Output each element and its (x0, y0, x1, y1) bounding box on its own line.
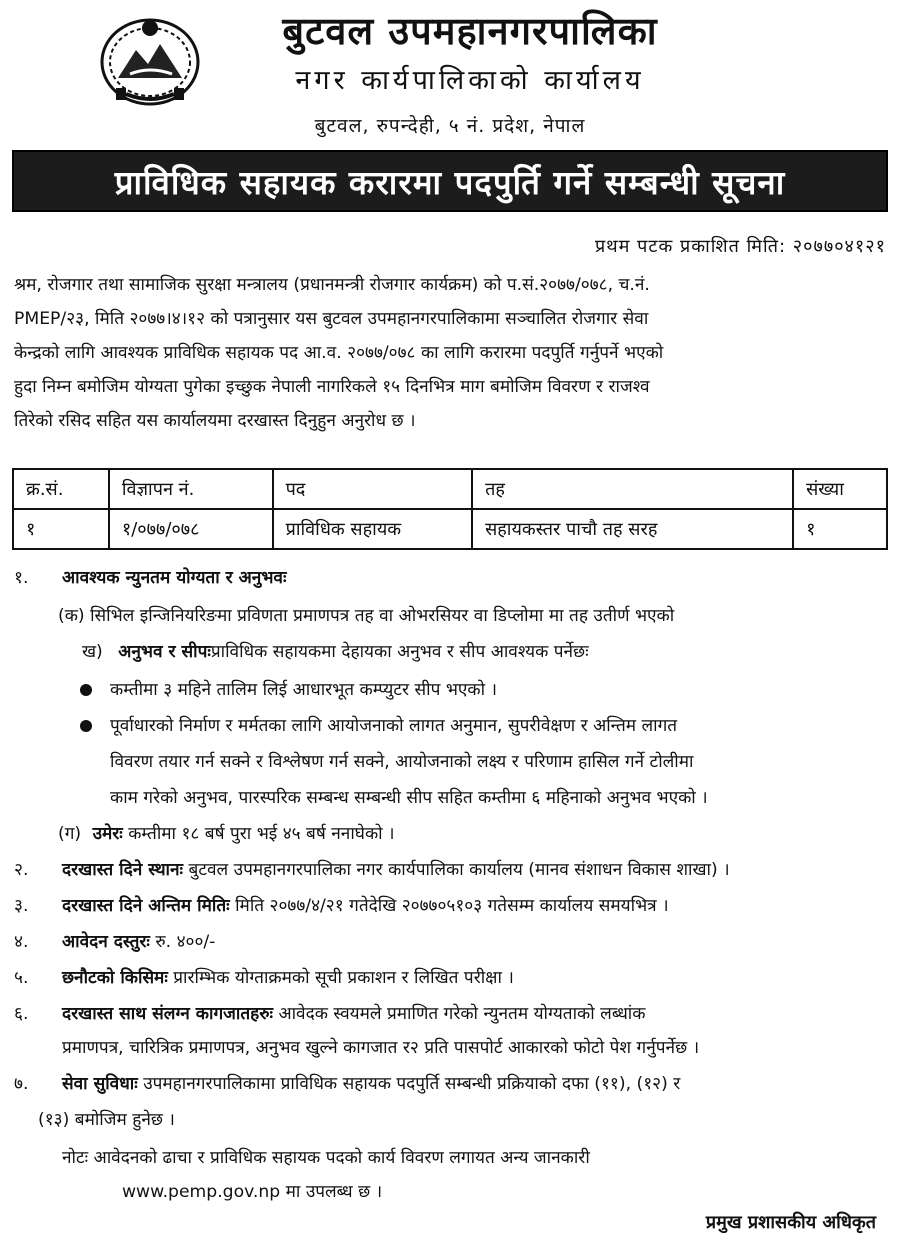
office-address: बुटवल, रुपन्देही, ५ नं. प्रदेश, नेपाल (314, 115, 586, 137)
section-title: आवेदन दस्तुरः (62, 932, 150, 952)
intro-line: तिरेको रसिद सहित यस कार्यालयमा दरखास्त दिनुहुन अनुरोध छ । (14, 411, 416, 431)
section-text: प्रारम्भिक योग्ताक्रमको सूची प्रकाशन र लिखित परीक्षा । (173, 968, 514, 988)
column-header: पद (273, 469, 472, 509)
notice-title: प्राविधिक सहायक करारमा पदपुर्ति गर्ने सम्बन्धी सूचना (12, 150, 888, 212)
column-header: तह (472, 469, 793, 509)
column-header: संख्या (793, 469, 887, 509)
section-text: उपमहानगरपालिकामा प्राविधिक सहायक पदपुर्ति सम्बन्धी प्रक्रियाको दफा (११), (१२) र (143, 1074, 681, 1094)
section-number: १. (14, 568, 29, 588)
intro-paragraph (14, 268, 886, 438)
column-header: क्र.सं. (13, 469, 109, 509)
section-number: ५. (14, 968, 29, 988)
section-4 (14, 930, 215, 953)
office-name: नगर कार्यपालिकाको कार्यालय (295, 65, 645, 96)
bullet-text: पूर्वाधारको निर्माण र मर्मतका लागि आयोजनाको लागत अनुमान, सुपरीवेक्षण र अन्तिम लागत (110, 716, 678, 736)
bullet-icon (80, 684, 92, 696)
bullet-text: कम्तीमा ३ महिने तालिम लिई आधारभूत कम्प्युटर सीप भएको । (110, 680, 498, 700)
section-title: छनौटको किसिमः (62, 968, 168, 988)
table-row (13, 509, 887, 549)
section-2 (14, 858, 730, 881)
item-title: उमेरः (92, 824, 123, 844)
intro-line: श्रम, रोजगार तथा सामाजिक सुरक्षा मन्त्रालय (प्रधानमन्त्री रोजगार कार्यक्रम) को प.सं.२०७७/०७८, च.नं. (14, 275, 650, 295)
intro-line: हुदा निम्न बमोजिम योग्यता पुगेका इच्छुक नेपाली नागरिकले १५ दिनभित्र माग बमोजिम विवरण र राजश्व (14, 377, 650, 397)
section-text: रु. ४००/- (155, 932, 216, 952)
section-text: मिति २०७७/४/२१ गतेदेखि २०७७०५१०३ गतेसम्म कार्यालय समयभित्र । (235, 896, 669, 916)
emblem-icon (96, 8, 204, 108)
section-7-continuation: (१३) बमोजिम हुनेछ । (38, 1110, 175, 1130)
section-1-ga (58, 822, 395, 845)
organization-name: बुटवल उपमहानगरपालिका (282, 9, 658, 53)
item-label: ख) (82, 642, 103, 662)
section-1 (14, 566, 286, 589)
section-number: २. (14, 860, 29, 880)
section-text: आवेदक स्वयमले प्रमाणित गरेको न्युनतम योग्यताको लब्धांक (278, 1004, 646, 1024)
table-cell: प्राविधिक सहायक (273, 509, 472, 549)
section-number: ७. (14, 1074, 29, 1094)
section-title: दरखास्त साथ संलग्न कागजातहरुः (62, 1004, 274, 1024)
bullet-item (80, 714, 677, 737)
bullet-continuation: काम गरेको अनुभव, पारस्परिक सम्बन्ध सम्बन्धी सीप सहित कम्तीमा ६ महिनाको अनुभव भएको । (110, 788, 708, 808)
table-cell: १ (793, 509, 887, 549)
item-label: (ग) (58, 824, 82, 844)
section-5 (14, 966, 514, 989)
section-7 (14, 1072, 680, 1095)
publication-date: प्रथम पटक प्रकाशित मिति: २०७७०४१२१ (594, 236, 886, 257)
note-website: www.pemp.gov.np मा उपलब्ध छ । (122, 1182, 383, 1202)
section-6-continuation: प्रमाणपत्र, चारित्रिक प्रमाणपत्र, अनुभव खुल्ने कागजात र२ प्रति पासपोर्ट आकारको फोटो पेश गर्नुपर्नेछ । (62, 1038, 700, 1058)
section-number: ४. (14, 932, 29, 952)
section-title: दरखास्त दिने अन्तिम मितिः (62, 896, 230, 916)
table-header-row (13, 469, 887, 509)
table-cell: सहायकस्तर पाचौ तह सरह (472, 509, 793, 549)
intro-line: PMEP/२३, मिति २०७७।४।१२ को पत्रानुसार यस बुटवल उपमहानगरपालिकामा सञ्चालित रोजगार सेवा (14, 309, 649, 329)
item-text: कम्तीमा १८ बर्ष पुरा भई ४५ बर्ष ननाघेको । (128, 824, 395, 844)
section-title: आवश्यक न्युनतम योग्यता र अनुभवः (62, 568, 287, 588)
section-3 (14, 894, 669, 917)
item-text: प्राविधिक सहायकमा देहायका अनुभव र सीप आवश्यक पर्नेछः (210, 642, 589, 662)
section-number: ६. (14, 1004, 29, 1024)
section-1-ka: (क) सिभिल इन्जिनियरिङमा प्रविणता प्रमाणपत्र तह वा ओभरसियर वा डिप्लोमा मा तह उतीर्ण भएको (58, 606, 675, 626)
vacancy-table (12, 468, 888, 550)
bullet-item (80, 678, 497, 701)
column-header: विज्ञापन नं. (109, 469, 273, 509)
intro-line: केन्द्रको लागि आवश्यक प्राविधिक सहायक पद आ.व. २०७७/०७८ का लागि करारमा पदपुर्ति गर्नुपर्ने भएकाे (14, 343, 664, 363)
section-title: दरखास्त दिने स्थानः (62, 860, 184, 880)
bullet-continuation: विवरण तयार गर्न सक्ने र विश्लेषण गर्न सक्ने, आयोजनाको लक्ष्य र परिणाम हासिल गर्ने टोलीमा (110, 752, 694, 772)
item-title: अनुभव र सीपः (118, 642, 211, 662)
bullet-icon (80, 720, 92, 732)
table-cell: १/०७७/०७८ (109, 509, 273, 549)
signatory-title: प्रमुख प्रशासकीय अधिकृत (705, 1212, 876, 1233)
section-title: सेवा सुविधाः (62, 1074, 138, 1094)
section-number: ३. (14, 896, 29, 916)
section-1-kha (82, 640, 589, 663)
section-6 (14, 1002, 645, 1025)
table-cell: १ (13, 509, 109, 549)
section-text: बुटवल उपमहानगरपालिका नगर कार्यपालिका कार्यालय (मानव संशाधन विकास शाखा) । (188, 860, 730, 880)
note-line: नोटः आवेदनको ढाचा र प्राविधिक सहायक पदको कार्य विवरण लगायत अन्य जानकारी (62, 1148, 590, 1168)
